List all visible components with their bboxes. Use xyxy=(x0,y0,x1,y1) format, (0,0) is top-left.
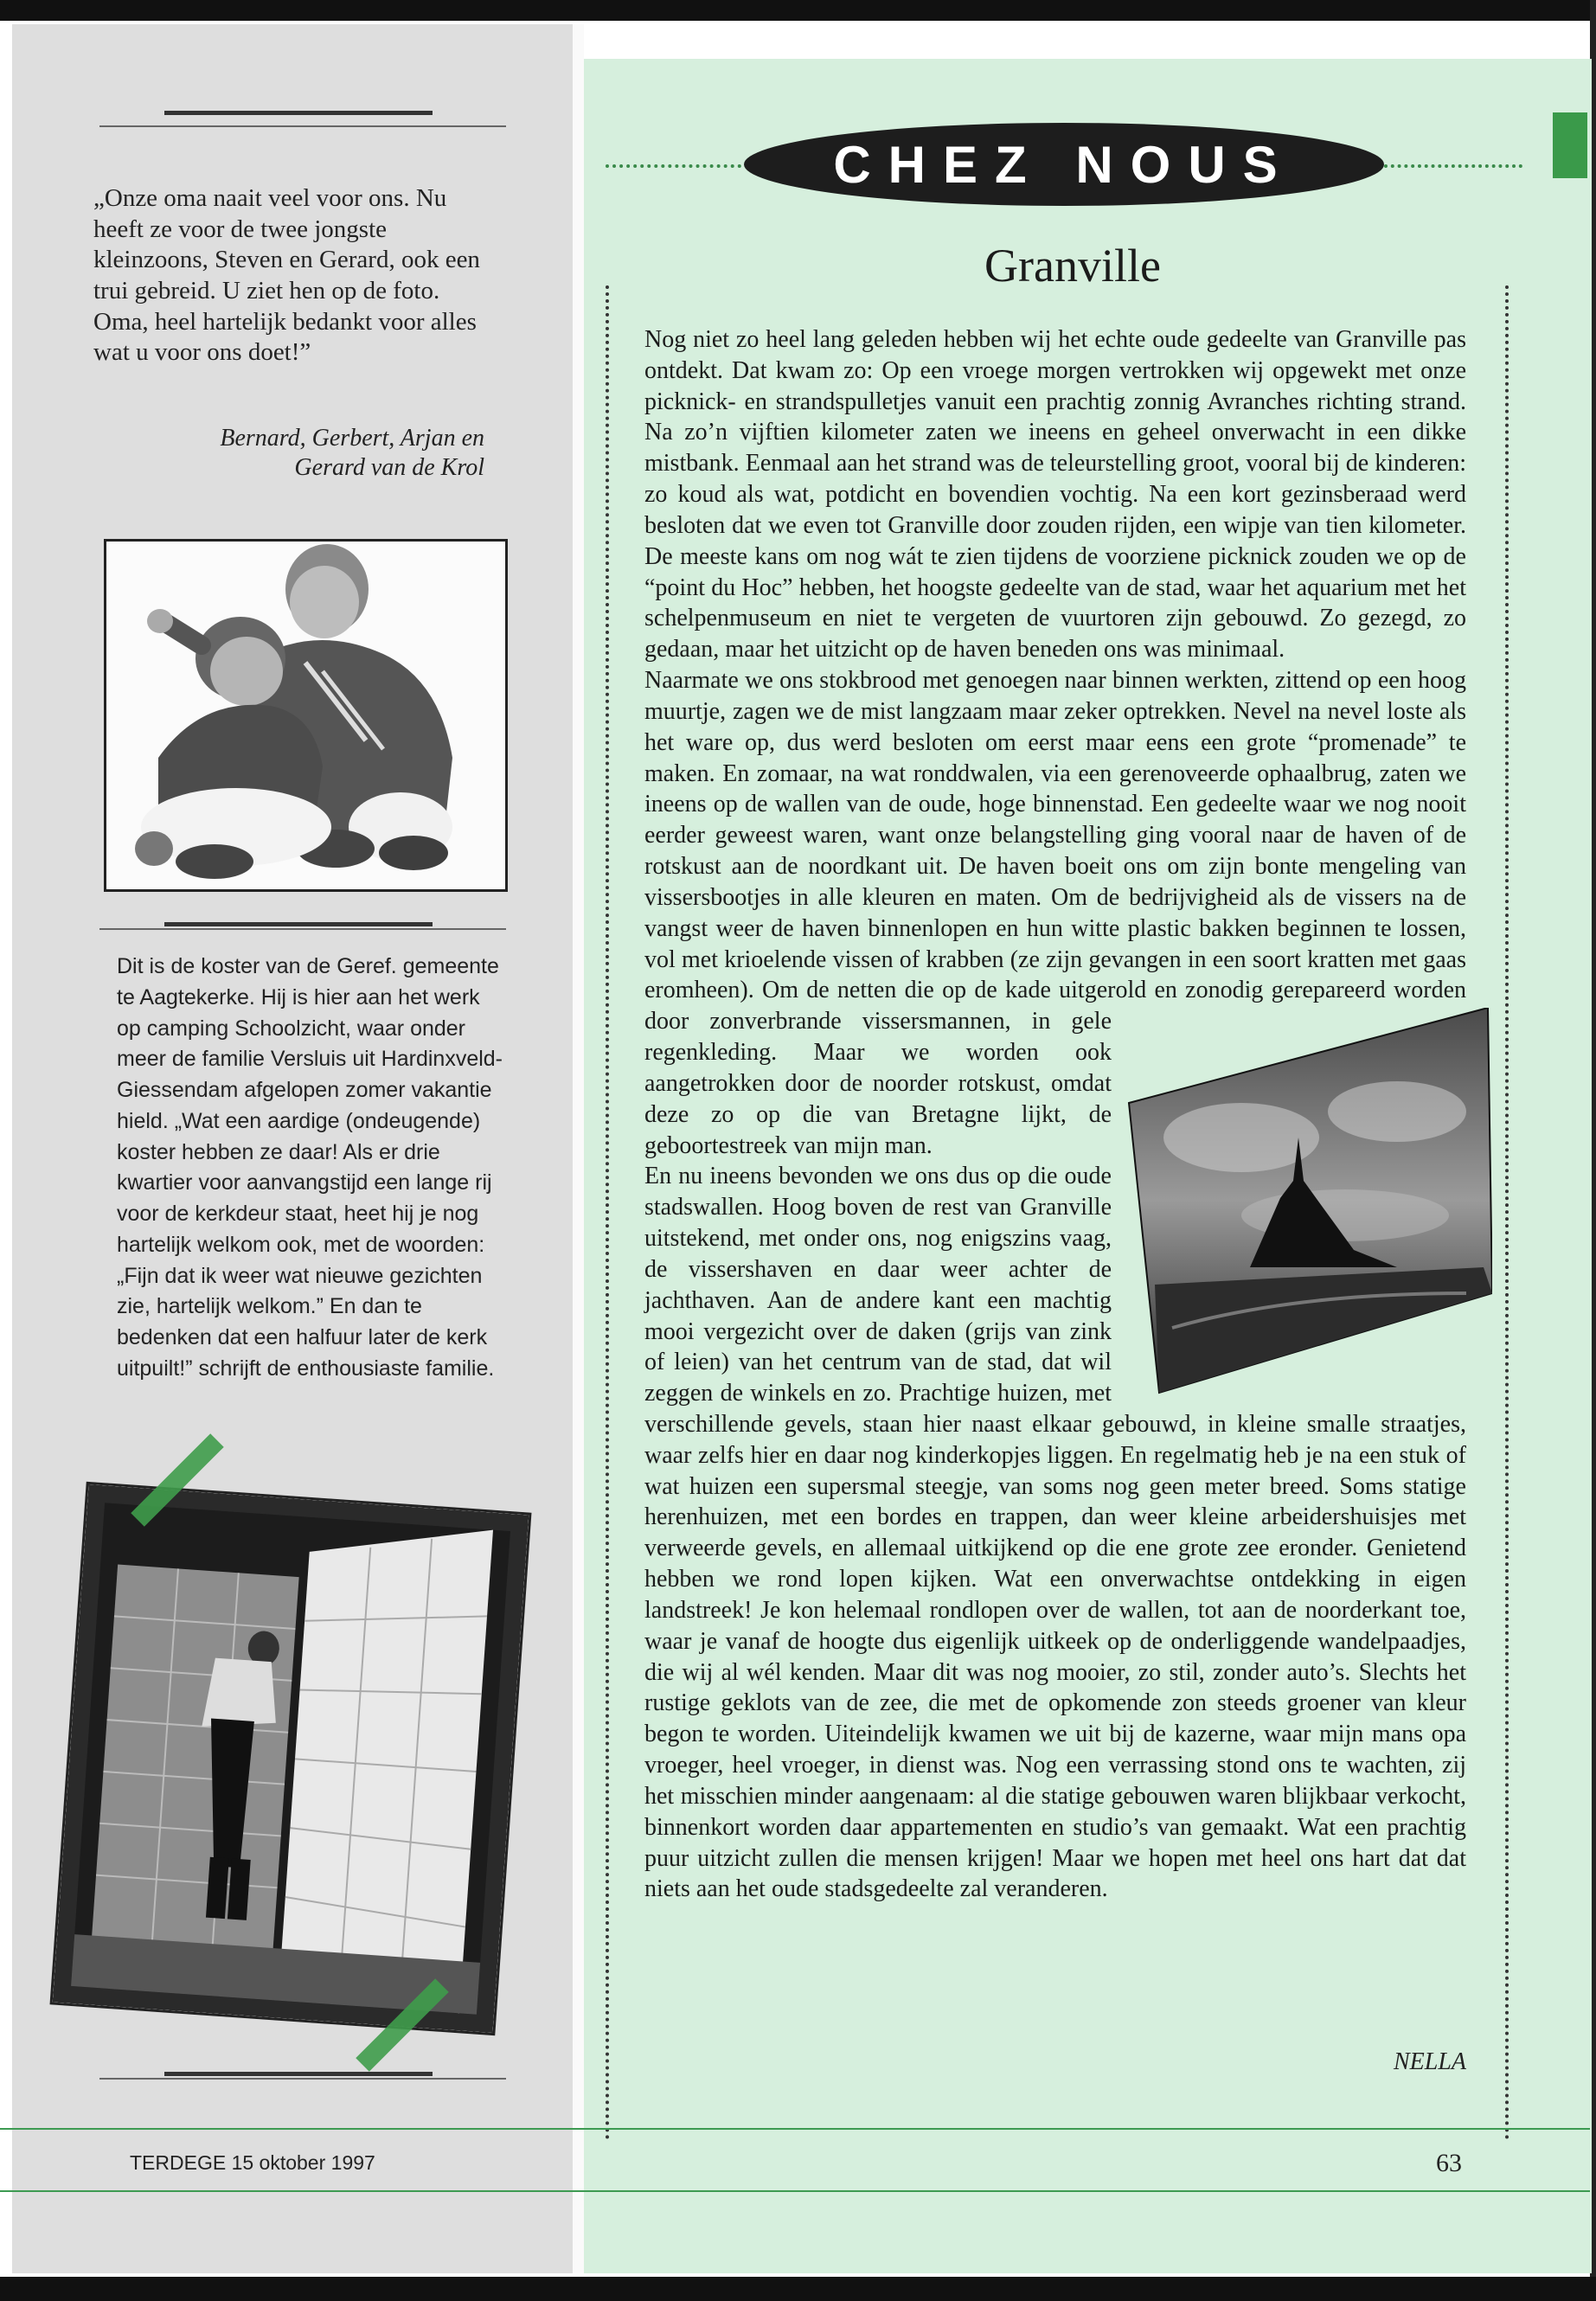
mont-photo xyxy=(1120,1008,1484,1393)
right-dotted-border xyxy=(1505,285,1509,2141)
bottom-rule-thin xyxy=(99,2078,506,2080)
article-paragraph-3: En nu ineens bevonden we ons dus op die oude stadswallen. Hoog boven de rest van Granville uitstekend, met onder ons, nog enigszins vaag, de vissershaven en daar weer achter de jachthaven. Aan de andere kant een machtig mooi vergezicht over de daken (grijs van zink of leien) van het centrum van de stad, dat wil zeggen de winkels en zo. Prachtige huizen, met verschillende gevels, staan hier naast elkaar gebouwd, in kleine smalle straatjes, waar zelfs hier en daar nog kinderkopjes liggen. En regelmatig heb je na een stuk of wat huizen een supersmal steegje, van soms nog geen meter breed. Soms statige herenhuizen, met een bordes en trappen, dan weer kleine arbeidershuisjes met verweerde gevels, en allemaal uitkijkend op die ene grote zee eronder. Genietend hebben we rond lopen kijken. Wat een onverwachtse ontdekking in eigen landstreek! Je kon helemaal rondlopen over de wallen, tot aan de noorderkant toe, waar je vanaf de hoogte dus eigenlijk uitkeek op de onderliggende wandelpaadjes, die wij al wél kenden. Maar dit was nog mooier, zo stil, zonder auto’s. Slechts het rustige geklots van de zee, die met de opkomende zon steeds groener van kleur begon te worden. Uiteindelijk kwamen we uit bij de kazerne, waar mijn mans opa vroeger, heel vroeger, in dienst was. Nog een verrassing stond ons te wachten, zij het misschien minder aangenaam: al die statige gebouwen waren blijkbaar verkocht, binnenkort worden daar appartementen en studio’s van gemaakt. Wat een prachtig puur uitzicht zullen die mensen krijgen! Maar we hopen met heel ons hart dat dat niets aan het oude stadsgedeelte zal veranderen. xyxy=(644,1163,1466,1903)
footer-line-bottom xyxy=(0,2190,1590,2192)
top-border xyxy=(0,0,1596,21)
babies-photo-image xyxy=(106,542,505,889)
mid-rule-thin xyxy=(99,928,506,930)
column-gap xyxy=(573,24,584,2273)
koster-text: Dit is de koster van de Geref. gemeente te Aagtekerke. Hij is hier aan het werk op camping Schoolzicht, waar onder meer de familie Versluis uit Hardinxveld-Giessendam afgelopen zomer vakantie hield. „Wat een aardige (ondeugende) koster hebben ze daar! Als er drie kwartier voor aanvangstijd een lange rij voor de kerkdeur staat, heet hij je nog hartelijk welkom ook, met de woorden: „Fijn dat ik weer wat nieuwe gezichten zie, hartelijk welkom.” En dan te bedenken dat een halfuur later de kerk uitpuilt!” schrijft de enthousiaste familie. xyxy=(117,954,503,1381)
quote-text: „Onze oma naait veel voor ons. Nu heeft ze voor de twee jongste kleinzoons, Steven en Gerard, ook een trui gebreid. U ziet hen op de foto. Oma, heel hartelijk bedankt voor alles wat u voor ons doet!” xyxy=(93,184,480,367)
footer-line-top xyxy=(0,2128,1590,2130)
babies-photo xyxy=(104,539,508,892)
article-title: Granville xyxy=(984,240,1161,292)
signature-line-2: Gerard van de Krol xyxy=(294,454,484,482)
top-rule-thin xyxy=(99,125,506,127)
green-accent-bar xyxy=(1553,112,1587,178)
bottom-rule xyxy=(164,2072,433,2076)
article-paragraph-1: Nog niet zo heel lang geleden hebben wij het echte oude gedeelte van Granville pas ontdekt. Dat kwam zo: Op een vroege morgen vertrokken wij opgewekt met onze picknick- en strandspulletjes vanuit een prachtig zonnig Avranches richting strand. Na zo’n vijftien kilometer zaten we ineens en geheel onverwacht in een dikke mistbank. Eenmaal aan het strand was de teleurstelling groot, vooral bij de kinderen: zo koud als wat, potdicht en bovendien vochtig. Na een kort gezinsberaad werd besloten dat we even tot Granville door zouden rijden, een wipje van tien kilometer. De meeste kans om nog wát te zien tijdens de voorziene picknick zouden we op de “point du Hoc” hebben, het hoogste gedeelte van de stad, waar het aquarium met het schelpenmuseum en niet te vergeten de vuurtoren zijn gebouwd. Zo gezegd, zo gedaan, maar het uitzicht op de haven beneden ons was minimaal. xyxy=(644,326,1466,663)
koster-photo xyxy=(49,1482,531,2036)
header-dots-right xyxy=(1384,164,1522,168)
left-dotted-border xyxy=(606,285,609,2141)
quote-signature xyxy=(93,424,484,484)
koster-photo-image xyxy=(53,1484,529,2033)
article-paragraph-2: Naarmate we ons stokbrood met genoegen naar binnen werkten, zittend op een hoog muurtje, zagen we de mist langzaam maar zeker optrekken. Nevel na nevel loste als het ware op, dus werd besloten om eerst maar eens een grote “promenade” te maken. En zomaar, na wat ronddwalen, via een gerenoveerde ophaalbrug, zaten we ineens op de wallen van de oude, hoge binnenstad. Een gedeelte waar we nog nooit eerder geweest waren, want onze belangstelling ging vooral naar de haven of de rotskust aan de noordkant uit. De haven boeit ons om zijn bonte mengeling van vissersbootjes in alle kleuren en maten. Om de bedrijvigheid als de vissers na de vangst weer de haven binnenlopen en hun witte plastic bakken beginnen te lossen, vol met krioelende vissen of krabben (ze zijn gevangen in een soort kratten met gaas eromheen). Om de netten die op de kade uitgerold en zonodig gerepareerd worden door zonverbrande vissersmannen, in gele regenkleding. Maar we worden ook aangetrokken door de noorder rotskust, omdat deze zo op die van Bretagne lijkt, de geboortestreek van mijn man. xyxy=(644,667,1466,1159)
footer-publication: TERDEGE 15 oktober 1997 xyxy=(130,2151,375,2174)
header-dots-left xyxy=(606,164,748,168)
page-number: 63 xyxy=(1436,2149,1462,2177)
section-header: CHEZ NOUS xyxy=(744,123,1384,206)
signature-line-1: Bernard, Gerbert, Arjan en xyxy=(220,425,484,452)
article-body xyxy=(644,324,1466,1905)
mid-rule xyxy=(164,922,433,926)
mont-photo-image xyxy=(1120,1008,1492,1397)
bottom-border xyxy=(0,2277,1596,2301)
article-signoff: NELLA xyxy=(1393,2048,1466,2075)
top-rule xyxy=(164,111,433,115)
